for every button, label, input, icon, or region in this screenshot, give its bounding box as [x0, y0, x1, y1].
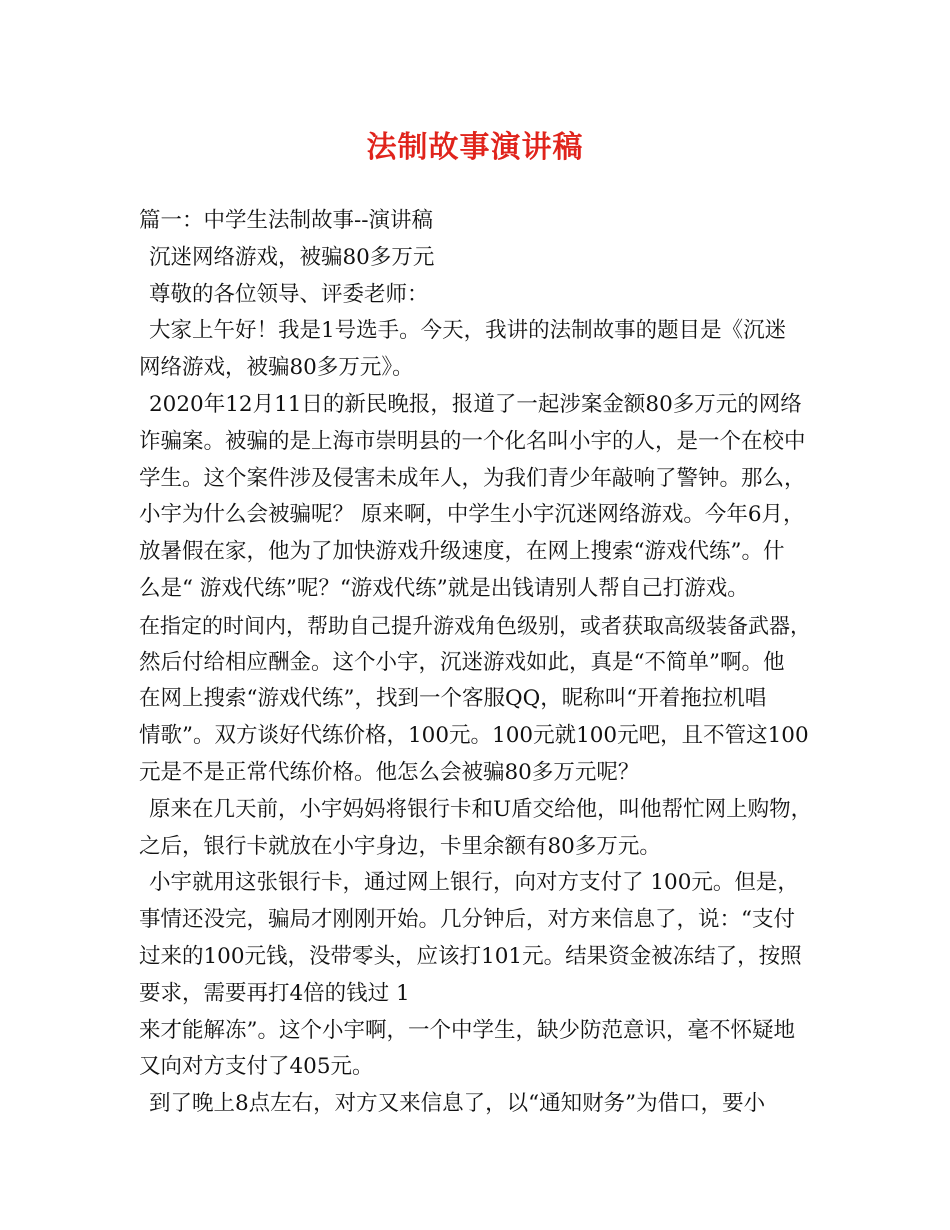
text-line: 2020年12月11日的新民晚报，报道了一起涉案金额80多万元的网络 [149, 391, 802, 417]
text-line: 沉迷网络游戏，被骗80多万元 [149, 244, 435, 270]
text-line: 篇一：中学生法制故事--演讲稿 [139, 208, 434, 233]
text-line: 小宇为什么会被骗呢？ 原来啊，中学生小宇沉迷网络游戏。今年6月， [139, 502, 805, 528]
text-line: 尊敬的各位领导、评委老师： [149, 281, 429, 307]
document-body [139, 203, 819, 1123]
text-line: 又向对方支付了405元。 [139, 1054, 374, 1080]
text-line: 小宇就用这张银行卡，通过网上银行，向对方支付了 100元。但是， [149, 870, 799, 896]
text-line: 诈骗案。被骗的是上海市崇明县的一个化名叫小宇的人，是一个在校中 [139, 428, 806, 454]
text-line: 来才能解冻”。这个小宇啊，一个中学生，缺少防范意识，毫不怀疑地 [139, 1017, 795, 1043]
text-line: 学生。这个案件涉及侵害未成年人，为我们青少年敲响了警钟。那么， [139, 465, 806, 491]
text-line: 之后，银行卡就放在小宇身边，卡里余额有80多万元。 [139, 833, 661, 859]
text-line: 么是“ 游戏代练”呢？“游戏代练”就是出钱请别人帮自己打游戏。 [139, 575, 749, 601]
text-line: 在指定的时间内，帮助自己提升游戏角色级别，或者获取高级装备武器， [139, 613, 811, 638]
text-line: 过来的100元钱，没带零头，应该打101元。结果资金被冻结了，按照 [139, 943, 802, 969]
text-line: 然后付给相应酬金。这个小宇，沉迷游戏如此，真是“不简单”啊。他 [139, 649, 785, 675]
text-line: 大家上午好！我是1号选手。今天，我讲的法制故事的题目是《沉迷 [149, 318, 787, 344]
text-line: 情歌”。双方谈好代练价格，100元。100元就100元吧，且不管这100 [139, 723, 809, 749]
text-line: 要求，需要再打4倍的钱过 1 [139, 980, 410, 1006]
text-line: 放暑假在家，他为了加快游戏升级速度，在网上搜索“游戏代练”。什 [139, 539, 785, 565]
text-line: 元是不是正常代练价格。他怎么会被骗80多万元呢？ [139, 759, 640, 785]
text-line: 原来在几天前，小宇妈妈将银行卡和U盾交给他，叫他帮忙网上购物， [149, 796, 813, 822]
text-line: 到了晚上8点左右，对方又来信息了，以“通知财务”为借口，要小 [149, 1091, 766, 1117]
text-line: 在网上搜索“游戏代练”，找到一个客服QQ，昵称叫“开着拖拉机唱 [139, 686, 767, 712]
text-line: 网络游戏，被骗80多万元》。 [139, 355, 414, 381]
text-line: 事情还没完，骗局才刚刚开始。几分钟后，对方来信息了，说：“支付 [139, 907, 795, 933]
document-title: 法制故事演讲稿 [366, 130, 584, 165]
